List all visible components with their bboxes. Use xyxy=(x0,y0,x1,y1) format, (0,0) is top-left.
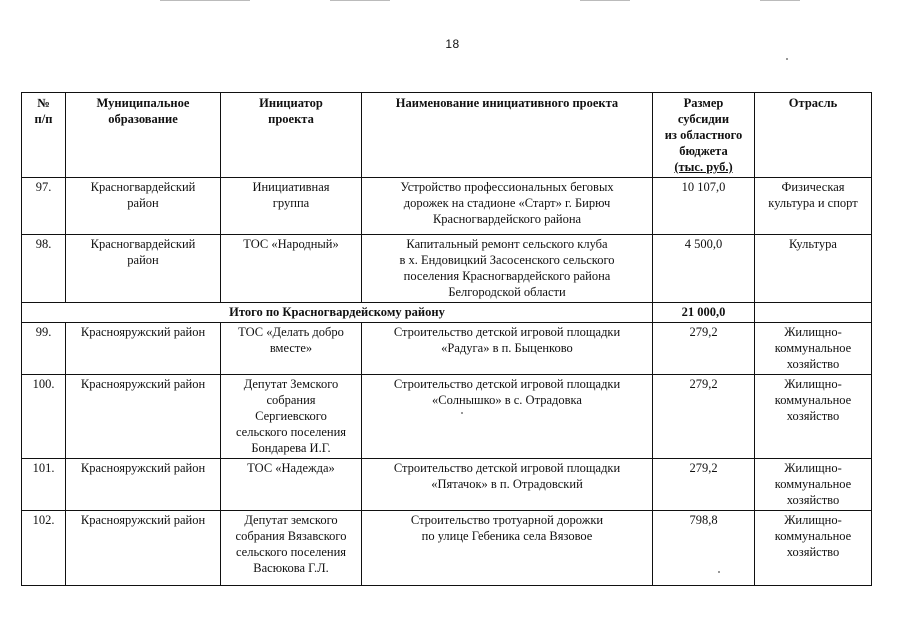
row-sector: Культура xyxy=(755,235,872,303)
table-row xyxy=(22,511,872,586)
row-project: Строительство детской игровой площадки «Радуга» в п. Быценково xyxy=(362,323,653,375)
row-number: 99. xyxy=(22,323,66,375)
row-sector: Жилищно- коммунальное хозяйство xyxy=(755,511,872,586)
subsidy-table xyxy=(21,92,872,586)
row-amount: 798,8 xyxy=(653,511,755,586)
row-sector: Жилищно- коммунальное хозяйство xyxy=(755,323,872,375)
scan-top-edge xyxy=(0,0,905,2)
row-project: Строительство детской игровой площадки «Солнышко» в с. Отрадовка xyxy=(362,375,653,459)
table-row xyxy=(22,375,872,459)
table-row xyxy=(22,323,872,375)
scan-speck xyxy=(786,58,788,60)
table-row xyxy=(22,178,872,235)
row-number: 102. xyxy=(22,511,66,586)
row-initiator: Инициативная группа xyxy=(221,178,362,235)
total-label: Итого по Красногвардейскому району xyxy=(22,303,653,323)
row-number: 100. xyxy=(22,375,66,459)
row-number: 98. xyxy=(22,235,66,303)
row-project: Устройство профессиональных беговых дорожек на стадионе «Старт» г. Бирюч Красногвардейского района xyxy=(362,178,653,235)
row-amount: 279,2 xyxy=(653,323,755,375)
row-initiator: ТОС «Надежда» xyxy=(221,459,362,511)
row-sector: Жилищно- коммунальное хозяйство xyxy=(755,459,872,511)
row-municipality: Краснояружский район xyxy=(66,459,221,511)
total-row xyxy=(22,303,872,323)
row-municipality: Красногвардейский район xyxy=(66,235,221,303)
row-initiator: ТОС «Делать добро вместе» xyxy=(221,323,362,375)
row-number: 97. xyxy=(22,178,66,235)
total-sector xyxy=(755,303,872,323)
row-amount: 279,2 xyxy=(653,375,755,459)
row-initiator: Депутат Земского собрания Сергиевского сельского поселения Бондарева И.Г. xyxy=(221,375,362,459)
row-amount: 4 500,0 xyxy=(653,235,755,303)
row-project: Капитальный ремонт сельского клуба в х. Ендовицкий Засосенского сельского поселения Красногвардейского района Белгородской области xyxy=(362,235,653,303)
page-number: 18 xyxy=(445,37,460,51)
header-project: Наименование инициативного проекта xyxy=(362,93,653,178)
row-municipality: Краснояружский район xyxy=(66,511,221,586)
row-amount: 279,2 xyxy=(653,459,755,511)
row-project: Строительство детской игровой площадки «Пятачок» в п. Отрадовский xyxy=(362,459,653,511)
row-initiator: Депутат земского собрания Вязавского сельского поселения Васюкова Г.Л. xyxy=(221,511,362,586)
row-municipality: Краснояружский район xyxy=(66,323,221,375)
row-project: Строительство тротуарной дорожки по улице Гебеника села Вязовое xyxy=(362,511,653,586)
row-initiator: ТОС «Народный» xyxy=(221,235,362,303)
header-sector: Отрасль xyxy=(755,93,872,178)
row-amount: 10 107,0 xyxy=(653,178,755,235)
row-municipality: Красногвардейский район xyxy=(66,178,221,235)
total-amount: 21 000,0 xyxy=(653,303,755,323)
row-number: 101. xyxy=(22,459,66,511)
table-header-row xyxy=(22,93,872,178)
header-municipality: Муниципальное образование xyxy=(66,93,221,178)
row-sector: Физическая культура и спорт xyxy=(755,178,872,235)
table-row xyxy=(22,235,872,303)
header-amount: Размер субсидии из областного бюджета (тыс. руб.) xyxy=(653,93,755,178)
row-sector: Жилищно- коммунальное хозяйство xyxy=(755,375,872,459)
table-row xyxy=(22,459,872,511)
header-number: № п/п xyxy=(22,93,66,178)
header-initiator: Инициатор проекта xyxy=(221,93,362,178)
row-municipality: Краснояружский район xyxy=(66,375,221,459)
